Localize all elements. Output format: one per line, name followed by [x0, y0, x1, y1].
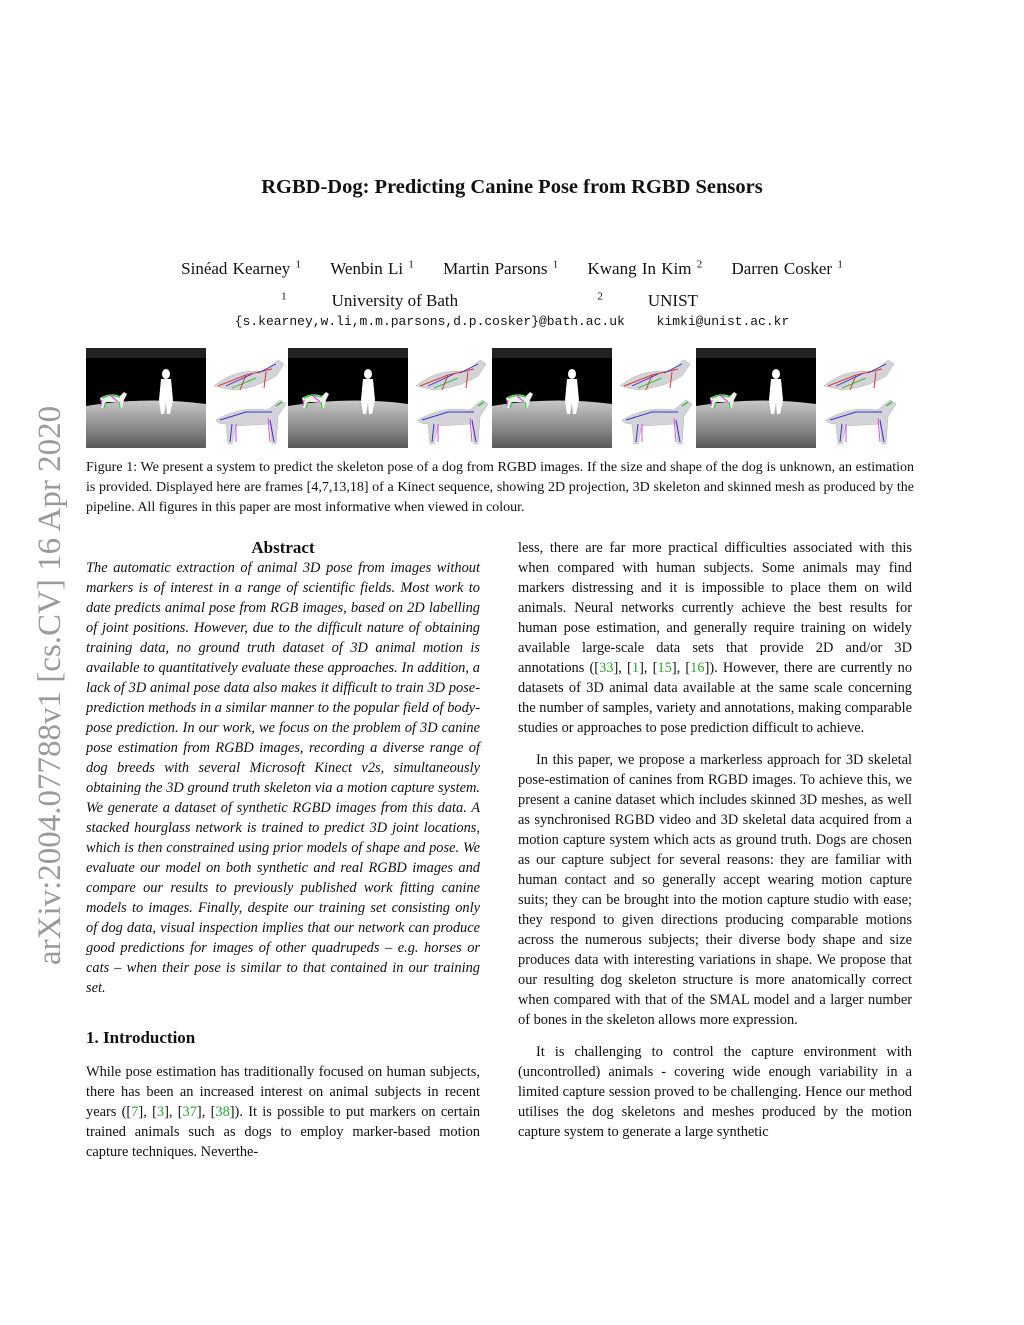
arxiv-identifier-stamp — [18, 345, 78, 965]
citation-link[interactable]: 16 — [690, 660, 705, 676]
figure-1-kinect-frames — [86, 348, 916, 448]
body-paragraph: less, there are far more practical difficulties associated with this when compared with human subjects. Some animals may find markers distressing and it is impossible to place them on wild animals. Neural networks currently achieve the best results for human pose estimation, and generally require training on widely available large-scale data sets that provide 2D and/or 3D annotations ([33], [1], [15], [16]). However, there are currently no datasets of 3D animal data available at the same scale concerning the number of samples, variety and annotations, making comparable studies or approaches to pose prediction difficult to achieve. — [518, 540, 913, 736]
email: kimki@unist.ac.kr — [656, 314, 790, 329]
left-column — [86, 538, 480, 1162]
abstract-body: The automatic extraction of animal 3D pose from images without markers is of interest in a range of scientific fields. Most work to date predicts animal pose from RGB images, based on 2D labelling of joint positions. However, due to the difficult nature of obtaining training data, no ground truth dataset of 3D animal motion is available to quantitatively evaluate these approaches. In addition, a lack of 3D animal pose data also makes it difficult to train 3D pose-prediction methods in a similar manner to the popular field of body-pose prediction. In our work, we focus on the problem of 3D canine pose estimation from RGBD images, recording a diverse range of dog breeds with several Microsoft Kinect v2s, simultaneously obtaining the 3D ground truth skeleton via a motion capture system. We generate a dataset of synthetic RGBD images from this data. A stacked hourglass network is trained to predict 3D joint locations, which is then constrained using prior models of shape and pose. We evaluate our model on both synthetic and real RGBD images and compare our results to previously published work fitting canine models to images. Finally, despite our training set consisting only of dog data, visual inspection implies that our network can produce good predictions for images of other quadrupeds – e.g. horses or cats – when their pose is similar to that contained in our training set. — [86, 560, 480, 996]
body-paragraph: In this paper, we propose a markerless approach for 3D skeletal pose-estimation of canines from RGBD images. To achieve this, we present a canine dataset which includes skinned 3D meshes, as well as synchronised RGBD video and 3D skeletal data acquired from a motion capture system which acts as ground truth. Dogs are chosen as our capture subject for several reasons: they are familiar with human contact and so generally accept wearing motion capture suits; they can be brought into the motion capture studio with ease; they respond to given directions producing comparable motions across the numerous subjects; their diverse body shape and size produces data with interesting variations in shape. We propose that our resulting dog skeleton structure is more anatomically correct when compared with that of the SMAL model and a larger number of bones in the skeleton allows more expression. — [518, 752, 912, 1028]
figure-panel-frame-4 — [86, 348, 286, 448]
author: Wenbin Li $^1$ — [330, 258, 414, 278]
author: Martin Parsons $^1$ — [443, 258, 559, 278]
affiliations — [0, 290, 1024, 311]
figure-panel-frame-13 — [492, 348, 692, 448]
paper-title: RGBD-Dog: Predicting Canine Pose from RGBD Sensors — [261, 176, 763, 198]
affiliation: $^1$ University of Bath — [281, 290, 459, 310]
figure-caption: Figure 1: We present a system to predict the skeleton pose of a dog from RGBD images. If the size and shape of the dog is unknown, an estimation is provided. Displayed here are frames [4,7,13,18] of a Kinect sequence, showing 2D projection, 3D skeleton and skinned mesh as produced by the pipeline. All figures in this paper are most informative when viewed in colour. — [86, 460, 914, 515]
email: {s.kearney,w.li,m.m.parsons,d.p.cosker}@bath.ac.uk — [234, 314, 625, 329]
arxiv-id: arXiv:2004.07788v1 [cs.CV] 16 Apr 2020 — [32, 405, 68, 965]
abstract-heading: Abstract — [251, 538, 315, 557]
author: Darren Cosker $^1$ — [731, 258, 843, 278]
figure-panel-frame-18 — [696, 348, 896, 448]
citation-link[interactable]: 3 — [156, 1104, 165, 1120]
citation-link[interactable]: 37 — [182, 1104, 197, 1120]
author-emails — [0, 314, 1024, 329]
right-column — [518, 538, 912, 1142]
intro-paragraph: While pose estimation has traditionally focused on human subjects, there has been an increased interest on animal subjects in recent years ([7], [3], [37], [38]). It is possible to put markers on certain trained animals such as dogs to employ marker-based motion capture techniques. Neverthe- — [86, 1064, 481, 1160]
citation-link[interactable]: 38 — [215, 1104, 230, 1120]
citation-link[interactable]: 7 — [131, 1104, 139, 1120]
citation-link[interactable]: 15 — [657, 660, 672, 676]
figure-panel-frame-7 — [288, 348, 488, 448]
author: Sinéad Kearney $^1$ — [181, 258, 301, 278]
citation-link[interactable]: 1 — [631, 660, 640, 676]
body-paragraph: It is challenging to control the capture environment with (uncontrolled) animals - covering wide enough variability in a limited capture session proved to be challenging. Hence our method utilises the dog skeletons and meshes produced by the motion capture system to generate a large synthetic — [518, 1044, 912, 1140]
author: Kwang In Kim $^2$ — [587, 258, 703, 278]
author-list — [0, 258, 1024, 279]
citation-link[interactable]: 33 — [599, 660, 614, 676]
section-heading-introduction: 1. Introduction — [86, 1028, 196, 1047]
affiliation: $^2$ UNIST — [597, 290, 698, 310]
